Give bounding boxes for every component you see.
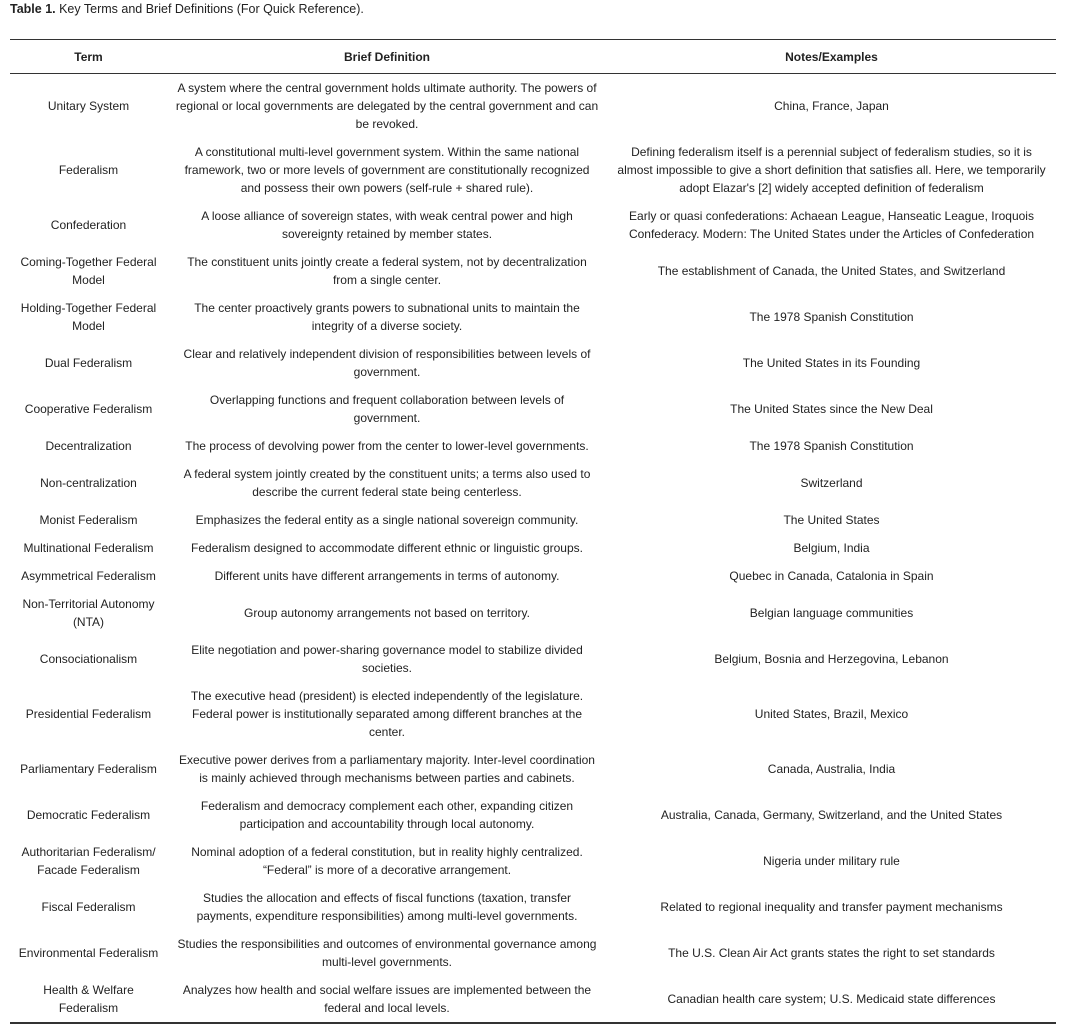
- table-row: [10, 930, 1056, 976]
- table-row: [10, 562, 1056, 590]
- notes-cell: Canadian health care system; U.S. Medicaid state differences: [607, 976, 1056, 1023]
- term-cell: Fiscal Federalism: [41, 900, 136, 914]
- definition-cell: The constituent units jointly create a federal system, not by decentralization from a single center.: [187, 255, 587, 287]
- definition-cell: The process of devolving power from the center to lower-level governments.: [185, 439, 589, 453]
- table-row: [10, 838, 1056, 884]
- notes-cell: The United States in its Founding: [742, 356, 921, 370]
- header-row: [10, 40, 1056, 74]
- definition-cell: A loose alliance of sovereign states, with weak central power and high sovereignty retained by member states.: [201, 209, 573, 241]
- definition-cell: A constitutional multi-level government system. Within the same national framework, two or more levels of government are constitutionally recognized and possess their own powers (self-rule + shared rule).: [184, 145, 590, 195]
- term-cell: Democratic Federalism: [26, 808, 151, 822]
- definition-cell: Federalism designed to accommodate different ethnic or linguistic groups.: [191, 541, 583, 555]
- notes-cell: United States, Brazil, Mexico: [754, 707, 909, 721]
- definition-cell: Executive power derives from a parliamentary majority. Inter-level coordination is mainly achieved through mechanisms between parties and cabinets.: [179, 753, 595, 785]
- term-cell: Holding-Together Federal Model: [20, 301, 157, 333]
- term-cell: Environmental Federalism: [18, 946, 159, 960]
- definition-cell: A system where the central government holds ultimate authority. The powers of regional or local governments are delegated by the central government and can be revoked.: [175, 81, 599, 131]
- table-row: [10, 460, 1056, 506]
- term-cell: Health & Welfare Federalism: [10, 976, 167, 1023]
- definition-cell: Nominal adoption of a federal constitution, but in reality highly centralized. “Federal” is more of a decorative arrangement.: [191, 845, 583, 877]
- notes-cell: Early or quasi confederations: Achaean League, Hanseatic League, Iroquois Confederacy. Modern: The United States under the Articles of Confederation: [628, 209, 1035, 241]
- table-row: [10, 792, 1056, 838]
- table-header: [10, 40, 1056, 74]
- term-cell: Parliamentary Federalism: [20, 762, 157, 776]
- term-cell: Decentralization: [45, 439, 132, 453]
- notes-cell: The United States since the New Deal: [730, 402, 933, 416]
- definition-cell: Analyzes how health and social welfare issues are implemented between the federal and local levels.: [167, 976, 607, 1023]
- term-cell: Asymmetrical Federalism: [21, 569, 156, 583]
- term-cell: Unitary System: [47, 99, 130, 113]
- term-cell: Consociationalism: [39, 652, 138, 666]
- definition-cell: Studies the responsibilities and outcomes of environmental governance among multi-level governments.: [177, 937, 597, 969]
- notes-cell: Quebec in Canada, Catalonia in Spain: [729, 569, 934, 583]
- notes-cell: Australia, Canada, Germany, Switzerland, and the United States: [660, 808, 1003, 822]
- definition-cell: Federalism and democracy complement each other, expanding citizen participation and accountability through local autonomy.: [200, 799, 574, 831]
- table-row: [10, 636, 1056, 682]
- table-row: [10, 386, 1056, 432]
- term-cell: Multinational Federalism: [23, 541, 154, 555]
- notes-cell: Belgian language communities: [749, 606, 914, 620]
- term-cell: Non-Territorial Autonomy (NTA): [22, 597, 155, 629]
- term-cell: Coming-Together Federal Model: [20, 255, 157, 287]
- notes-cell: Related to regional inequality and transfer payment mechanisms: [660, 900, 1003, 914]
- table-row: [10, 682, 1056, 746]
- table-row: [10, 432, 1056, 460]
- table-row: [10, 202, 1056, 248]
- term-cell: Monist Federalism: [39, 513, 138, 527]
- term-cell: Non-centralization: [40, 476, 137, 490]
- definition-cell: Different units have different arrangements in terms of autonomy.: [214, 569, 560, 583]
- notes-cell: Canada, Australia, India: [767, 762, 896, 776]
- table-row: [10, 294, 1056, 340]
- table-row: [10, 248, 1056, 294]
- definition-cell: Overlapping functions and frequent collaboration between levels of government.: [209, 393, 565, 425]
- definition-cell: Elite negotiation and power-sharing governance model to stabilize divided societies.: [191, 643, 583, 675]
- term-cell: Federalism: [58, 163, 119, 177]
- term-cell: Presidential Federalism: [25, 707, 152, 721]
- term-cell: Confederation: [50, 218, 127, 232]
- caption-text: Key Terms and Brief Definitions (For Quick Reference).: [55, 2, 364, 16]
- header-notes: Notes/Examples: [607, 40, 1056, 74]
- notes-cell: The United States: [783, 513, 880, 527]
- term-cell: Dual Federalism: [44, 356, 133, 370]
- notes-cell: Nigeria under military rule: [763, 854, 900, 868]
- table-row: [10, 590, 1056, 636]
- definition-cell: The executive head (president) is elected independently of the legislature. Federal power is institutionally separated among different branches at the center.: [190, 689, 584, 739]
- definition-cell: The center proactively grants powers to subnational units to maintain the integrity of a diverse society.: [194, 301, 580, 333]
- header-term: Term: [10, 40, 167, 74]
- definition-cell: Group autonomy arrangements not based on territory.: [244, 606, 530, 620]
- notes-cell: The establishment of Canada, the United States, and Switzerland: [657, 264, 1006, 278]
- notes-cell: The 1978 Spanish Constitution: [749, 310, 914, 324]
- table-row: [10, 746, 1056, 792]
- table-container: [10, 39, 1056, 1024]
- header-definition: Brief Definition: [167, 40, 607, 74]
- notes-cell: Defining federalism itself is a perennial subject of federalism studies, so it is almost impossible to give a short definition that satisfies all. Here, we temporarily adopt Elazar's [2] widely accepted definition of federalism: [617, 145, 1046, 195]
- definition-cell: A federal system jointly created by the constituent units; a terms also used to describe the current federal state being centerless.: [183, 467, 591, 499]
- key-terms-table: [10, 39, 1056, 1024]
- definition-cell: Emphasizes the federal entity as a single national sovereign community.: [195, 513, 579, 527]
- table-caption: [10, 1, 364, 17]
- table-row: [10, 976, 1056, 1023]
- notes-cell: Belgium, Bosnia and Herzegovina, Lebanon: [714, 652, 949, 666]
- table-row: [10, 506, 1056, 534]
- notes-cell: The 1978 Spanish Constitution: [749, 439, 914, 453]
- caption-label: Table 1.: [10, 2, 56, 16]
- definition-cell: Studies the allocation and effects of fiscal functions (taxation, transfer payments, expenditure responsibilities) among multi-level governments.: [196, 891, 578, 923]
- notes-cell: China, France, Japan: [774, 99, 889, 113]
- table-row: [10, 534, 1056, 562]
- definition-cell: Clear and relatively independent division of responsibilities between levels of government.: [183, 347, 591, 379]
- term-cell: Cooperative Federalism: [24, 402, 153, 416]
- table-body: [10, 74, 1056, 1024]
- notes-cell: The U.S. Clean Air Act grants states the right to set standards: [668, 946, 995, 960]
- notes-cell: Belgium, India: [793, 541, 870, 555]
- term-cell: Authoritarian Federalism/ Facade Federalism: [21, 845, 156, 877]
- table-row: [10, 74, 1056, 139]
- notes-cell: Switzerland: [800, 476, 863, 490]
- table-row: [10, 138, 1056, 202]
- table-row: [10, 884, 1056, 930]
- table-row: [10, 340, 1056, 386]
